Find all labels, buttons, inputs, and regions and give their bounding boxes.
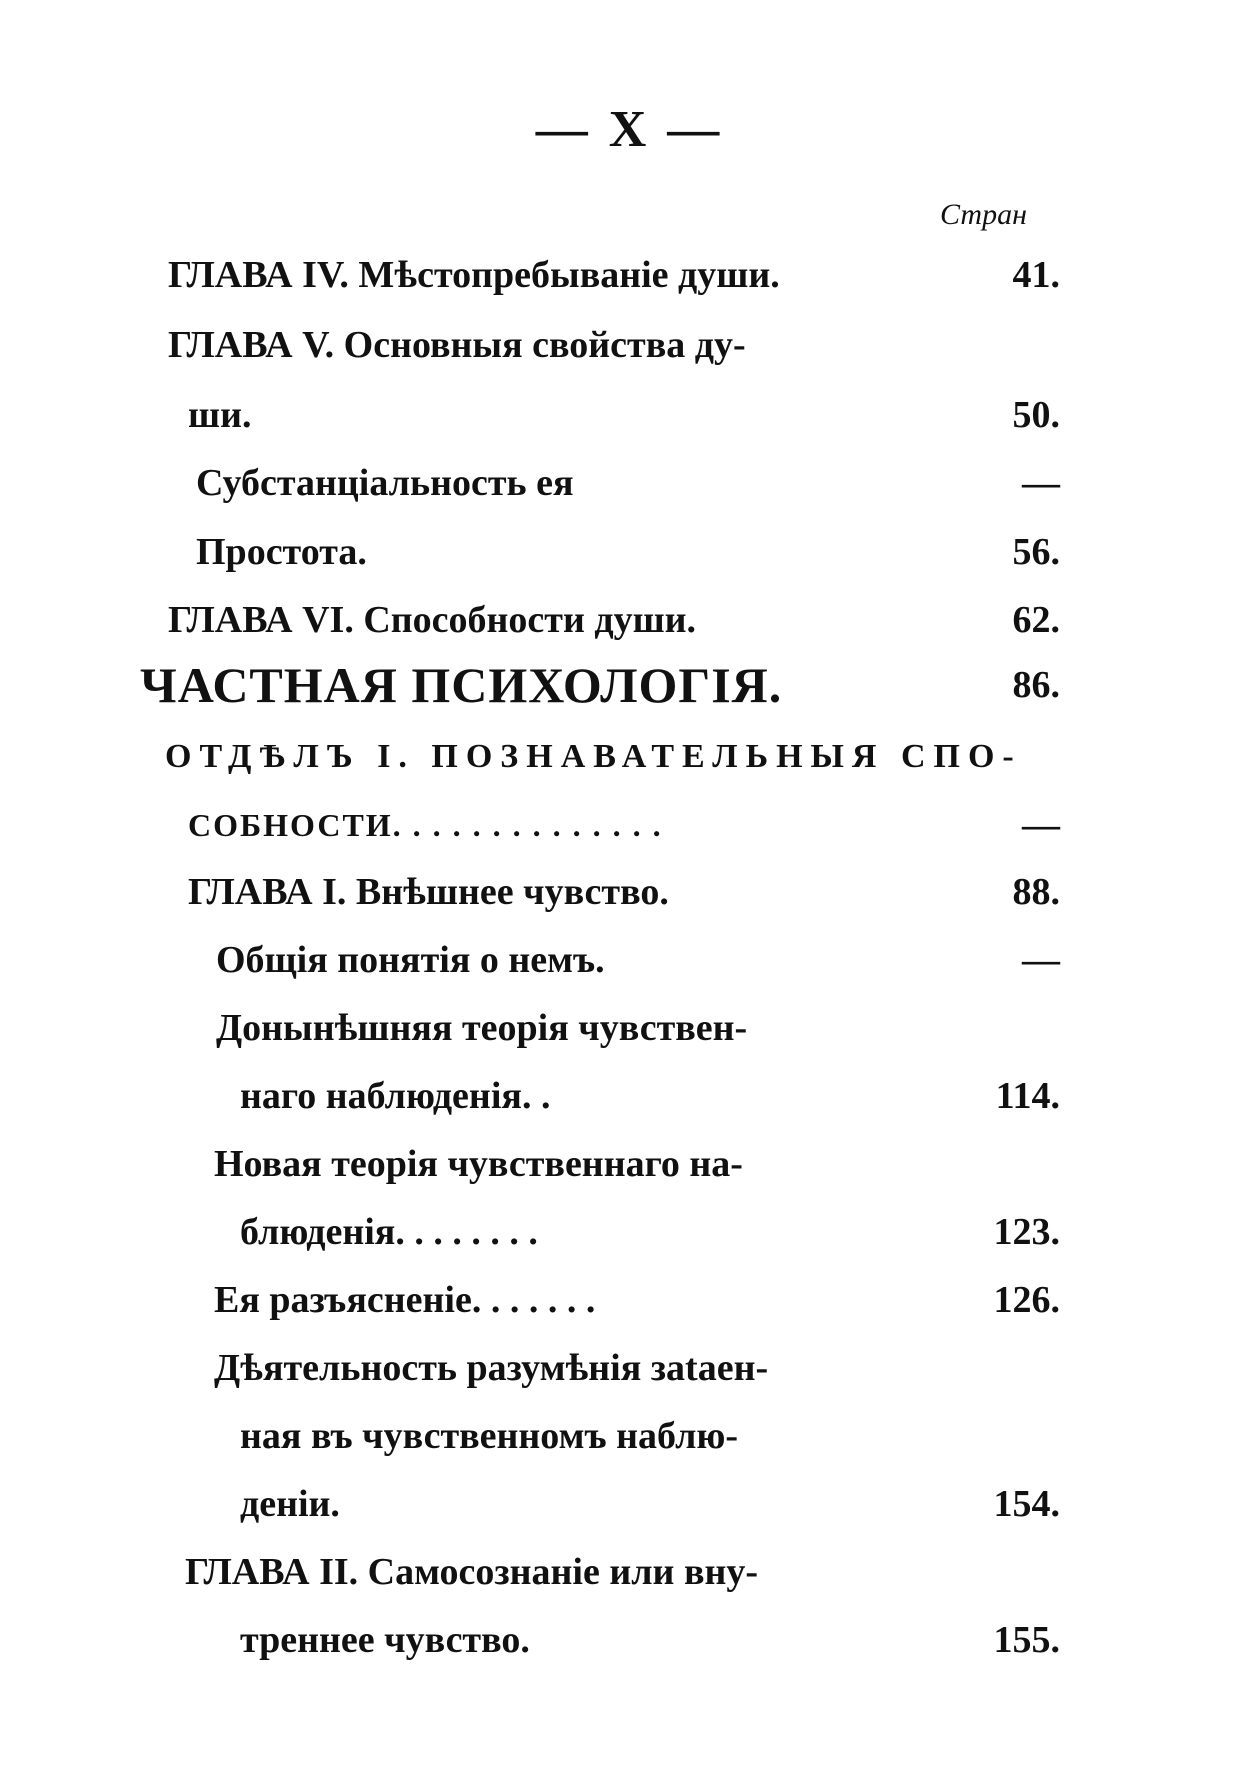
page-column-label: Стран	[940, 198, 1027, 231]
toc-entry-text: Ея разъясненie. . . . . . .	[214, 1279, 596, 1321]
toc-entry-page: —	[1022, 804, 1060, 846]
page-numeral-header: — X —	[535, 101, 724, 158]
toc-entry-page: 86.	[1012, 664, 1060, 706]
toc-entry-text: ГЛАВА II. Самосознанie или вну-	[185, 1551, 759, 1593]
toc-entry-text: Новая теорiя чувственнаго на-	[214, 1143, 743, 1185]
toc-entry-page: —	[1022, 462, 1060, 504]
toc-entry-page: —	[1022, 939, 1060, 981]
toc-entry-page: 50.	[1012, 394, 1060, 436]
toc-entry-text: ГЛАВА VI. Способности души.	[168, 599, 697, 641]
toc-entry-text: треннее чувство.	[240, 1619, 530, 1661]
toc-entry-page: 123.	[993, 1211, 1060, 1253]
toc-entry-text: ГЛАВА I. Внѣшнее чувство.	[188, 871, 669, 913]
toc-entry-text: денiи.	[240, 1483, 340, 1525]
toc-entry-text: ГЛАВА V. Основныя свойства ду-	[168, 324, 746, 366]
toc-entry-text: ЧАСТНАЯ ПСИХОЛОГIЯ.	[140, 657, 783, 713]
toc-entry-text: ОТДѢЛЪ I. ПОЗНАВАТЕЛЬНЫЯ СПО-	[165, 738, 1022, 775]
toc-entry-text: Общiя понятiя о немъ.	[216, 939, 605, 981]
toc-entry-text: Простота.	[196, 531, 367, 573]
toc-entry-text: ши.	[188, 394, 252, 436]
toc-entry-page: 41.	[1012, 254, 1060, 296]
toc-entry-text: ная въ чувственномъ наблю-	[240, 1415, 739, 1457]
toc-entry-text: Дѣятельность разумѣнiя заtaeн-	[214, 1347, 769, 1389]
toc-entry-page: 155.	[993, 1619, 1060, 1661]
toc-entry-page: 126.	[993, 1279, 1060, 1321]
toc-entry-page: 154.	[993, 1483, 1060, 1525]
toc-entry-text: Донынѣшняя теорiя чувствен-	[216, 1007, 748, 1049]
toc-entry-page: 56.	[1012, 531, 1060, 573]
toc-entry-page: 62.	[1012, 599, 1060, 641]
toc-entry-text: Субстанцiальность ея	[196, 462, 574, 504]
toc-entry-text: наго наблюденiя. .	[240, 1075, 551, 1117]
toc-entry-page: 88.	[1012, 871, 1060, 913]
toc-entry-text: блюденiя. . . . . . . .	[240, 1211, 538, 1253]
toc-entry-text: ГЛАВА IV. Мѣстопребыванie души.	[168, 254, 780, 296]
toc-entry-text: СОБНОСТИ. . . . . . . . . . . . . .	[188, 807, 663, 843]
toc-entry-page: 114.	[995, 1075, 1060, 1117]
